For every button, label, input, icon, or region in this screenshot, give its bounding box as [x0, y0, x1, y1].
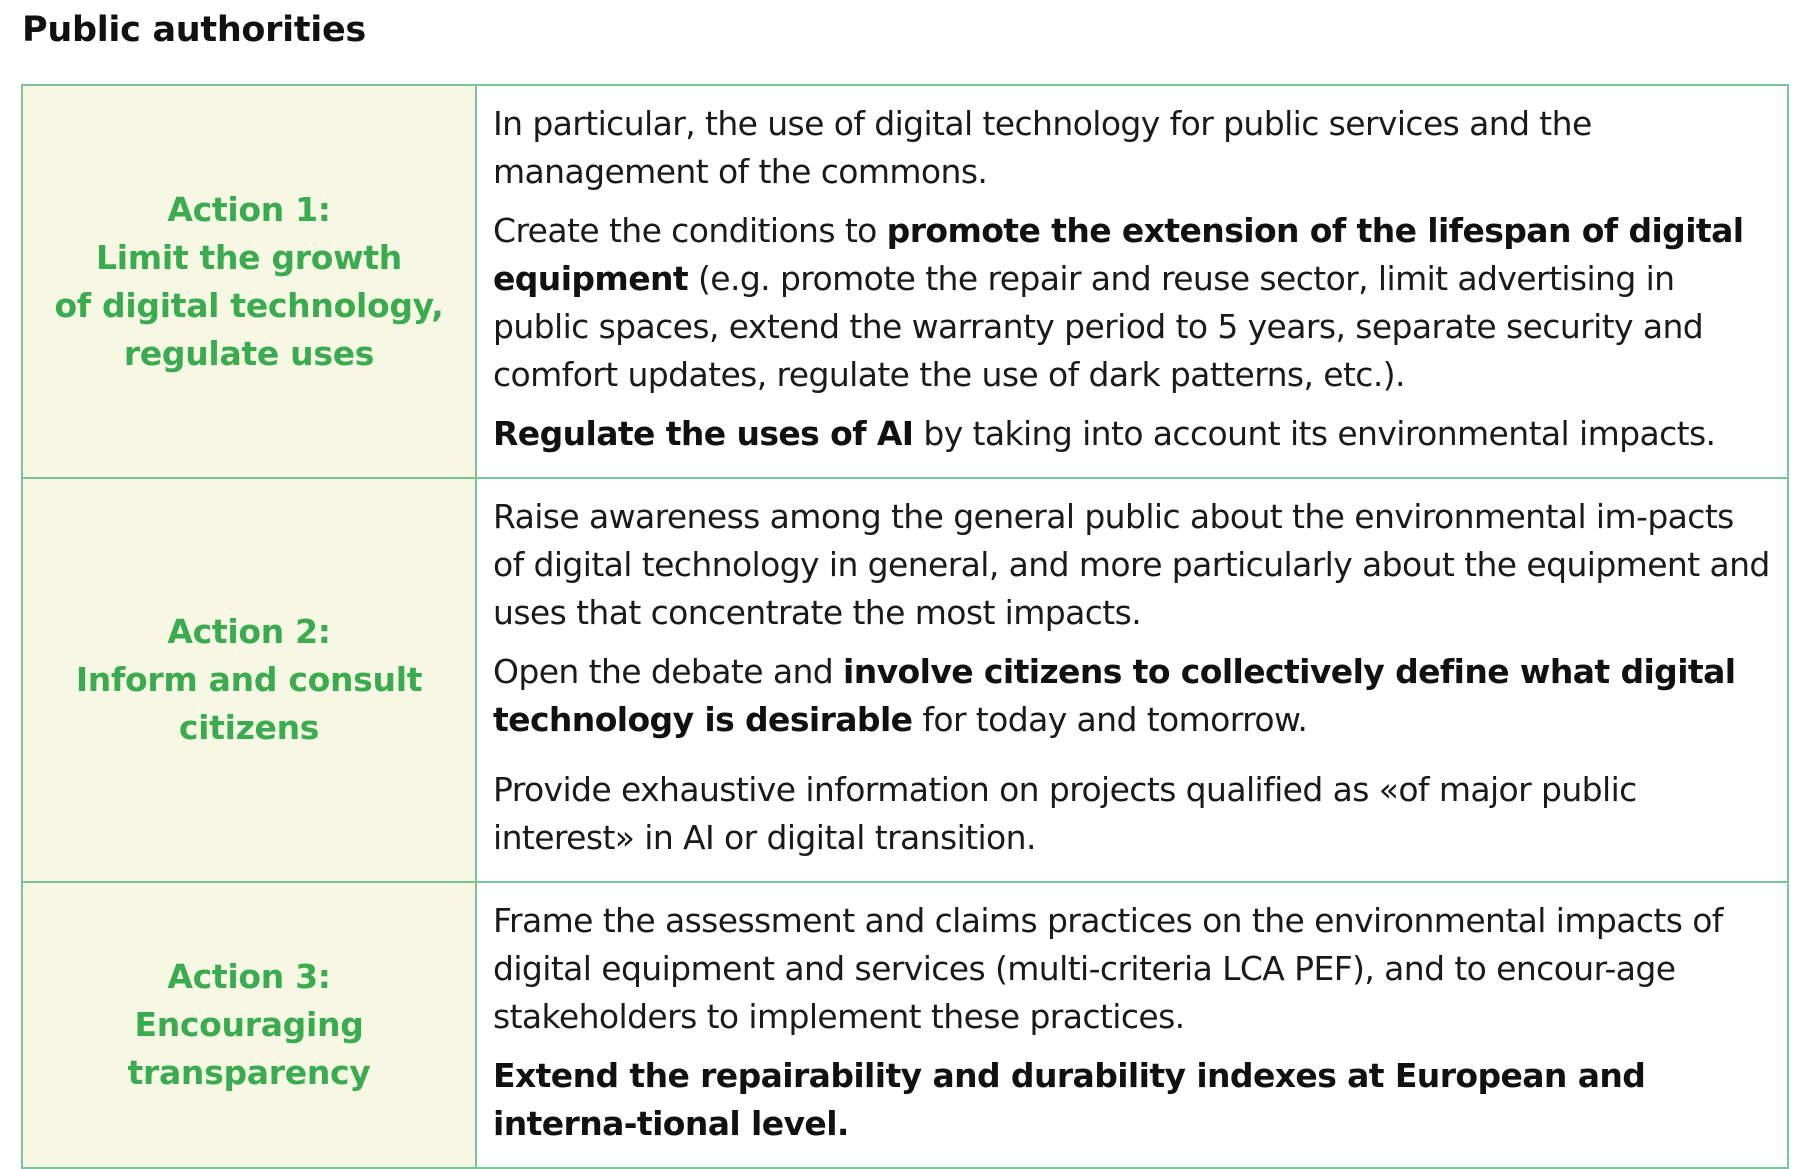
action-heading-line: citizens: [178, 708, 320, 747]
paragraph: [493, 897, 1771, 1041]
text-run: In particular, the use of digital technology for public services and the management of the commons.: [493, 104, 1592, 191]
paragraph: [493, 207, 1771, 399]
bold-text-run: Regulate the uses of AI: [493, 414, 914, 453]
paragraph: [493, 493, 1771, 637]
bold-text-run: promote the extension of the lifespan of digital equipment: [493, 211, 1744, 298]
bold-text-run: Extend the repairability and durability indexes at European and interna-tional level.: [493, 1056, 1646, 1143]
action-cell: [22, 882, 476, 1168]
action-heading-line: transparency: [127, 1053, 371, 1092]
action-heading-line: Limit the growth: [96, 237, 402, 277]
action-description-cell: [476, 882, 1788, 1168]
action-heading-line: Inform and consult: [75, 660, 423, 699]
action-cell: [22, 478, 476, 882]
table-row: [22, 882, 1788, 1168]
table-row: [22, 478, 1788, 882]
action-cell: [22, 85, 476, 478]
bold-text-run: involve citizens to collectively define what digital technology is desirable: [493, 652, 1736, 739]
paragraph: [493, 766, 1771, 862]
table-row: [22, 85, 1788, 478]
action-heading: [23, 608, 475, 752]
action-heading-line: Encouraging: [134, 1005, 364, 1044]
text-run: for today and tomorrow.: [912, 700, 1308, 739]
action-description-cell: [476, 85, 1788, 478]
text-run: Raise awareness among the general public about the environmental im-pacts of digital technology in general, and more particularly about the equipment and uses that concentrate the most impacts.: [493, 497, 1770, 632]
page-title: Public authorities: [22, 10, 366, 50]
text-run: Create the conditions to: [493, 211, 887, 250]
text-run: Frame the assessment and claims practices on the environmental impacts of digital equipment and services (multi-criteria LCA PEF), and to encour-age stakeholders to implement these practices.: [493, 901, 1723, 1036]
action-description-cell: [476, 478, 1788, 882]
action-heading: [23, 953, 475, 1097]
action-heading-line: of digital technology,: [54, 285, 444, 325]
text-run: Open the debate and: [493, 652, 844, 691]
text-run: (e.g. promote the repair and reuse sector, limit advertising in public spaces, extend the warranty period to 5 years, separate security and comfort updates, regulate the use of dark patterns, etc.).: [493, 259, 1704, 394]
paragraph: [493, 410, 1771, 458]
action-heading: [23, 186, 475, 378]
paragraph: [493, 648, 1771, 744]
action-heading-line: Action 3:: [167, 957, 331, 996]
actions-table: [21, 84, 1789, 1169]
action-heading-line: Action 1:: [167, 189, 331, 229]
action-heading-line: Action 2:: [167, 612, 331, 651]
action-heading-line: regulate uses: [123, 333, 375, 373]
paragraph: [493, 100, 1771, 196]
paragraph: [493, 1052, 1771, 1148]
text-run: Provide exhaustive information on projects qualified as «of major public interest» in AI or digital transition.: [493, 770, 1637, 857]
text-run: by taking into account its environmental impacts.: [913, 414, 1716, 453]
